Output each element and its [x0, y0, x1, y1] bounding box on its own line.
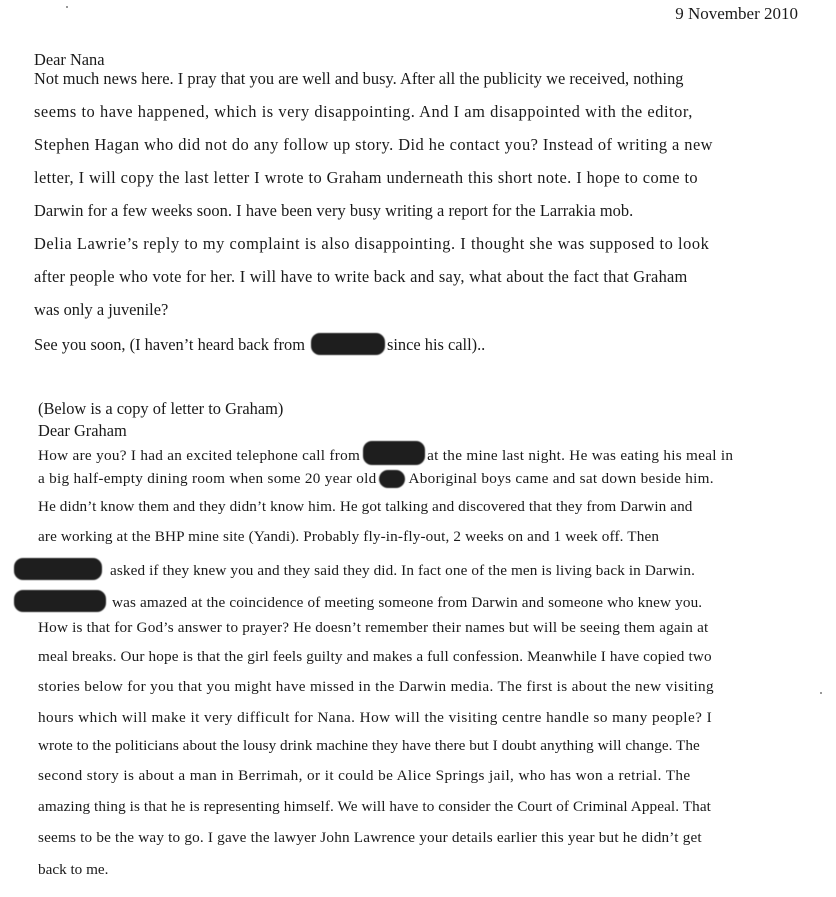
scan-speck [820, 692, 822, 694]
note-line: after people who vote for her. I will have to write back and say, what about the fact that Graham [34, 267, 688, 286]
letter-text: a big half-empty dining room when some 20 year old [38, 470, 377, 487]
redaction-mark [363, 441, 425, 465]
scan-speck [66, 6, 68, 8]
letter-line: second story is about a man in Berrimah, or it could be Alice Springs jail, who has won a retrial. The [38, 767, 691, 784]
redaction-mark [14, 558, 102, 580]
letter-line [14, 590, 702, 612]
letter-text: How are you? I had an excited telephone call from [38, 447, 361, 464]
letter-date: 9 November 2010 [675, 4, 798, 23]
copy-heading: (Below is a copy of letter to Graham) [38, 399, 284, 418]
letter-line [38, 470, 714, 488]
redaction-mark [379, 470, 405, 488]
letter-text: Aboriginal boys came and sat down beside him. [408, 470, 714, 487]
letter-line: wrote to the politicians about the lousy drink machine they have there but I doubt anything will change. The [38, 737, 700, 754]
letter-line: seems to be the way to go. I gave the lawyer John Lawrence your details earlier this year but he didn’t get [38, 829, 702, 846]
letter-line: are working at the BHP mine site (Yandi). Probably fly-in-fly-out, 2 weeks on and 1 week off. Then [38, 528, 660, 545]
see-you-text-end: since his call).. [386, 335, 486, 354]
letter-line [14, 558, 695, 580]
letter-line: How is that for God’s answer to prayer? He doesn’t remember their names but will be seeing them again at [38, 619, 709, 636]
letter-text: at the mine last night. He was eating his meal in [427, 447, 734, 464]
letter-salutation: Dear Graham [38, 421, 127, 440]
redaction-mark [311, 333, 385, 355]
letter-text: asked if they knew you and they said they did. In fact one of the men is living back in Darwin. [110, 562, 696, 579]
note-line: Darwin for a few weeks soon. I have been very busy writing a report for the Larrakia mob. [34, 201, 634, 220]
note-line: Delia Lawrie’s reply to my complaint is also disappointing. I thought she was supposed to look [34, 234, 710, 253]
letter-line: hours which will make it very difficult for Nana. How will the visiting centre handle so many people? I [38, 709, 713, 726]
letter-line: He didn’t know them and they didn’t know him. He got talking and discovered that they from Darwin and [38, 498, 693, 515]
note-line: Stephen Hagan who did not do any follow up story. Did he contact you? Instead of writing a new [34, 135, 713, 154]
note-salutation: Dear Nana [34, 50, 105, 69]
letter-line: back to me. [38, 861, 109, 878]
letter-line: stories below for you that you might have missed in the Darwin media. The first is about the new visiting [38, 678, 714, 695]
redaction-mark [14, 590, 106, 612]
note-line: was only a juvenile? [34, 300, 169, 319]
see-you-line [34, 333, 485, 355]
letter-text: was amazed at the coincidence of meeting someone from Darwin and someone who knew you. [112, 594, 703, 611]
letter-line [38, 441, 733, 465]
note-line: seems to have happened, which is very disappointing. And I am disappointed with the editor, [34, 102, 693, 121]
see-you-text: See you soon, (I haven’t heard back from [34, 335, 305, 354]
letter-line: meal breaks. Our hope is that the girl feels guilty and makes a full confession. Meanwhile I have copied two [38, 648, 712, 665]
note-line: Not much news here. I pray that you are well and busy. After all the publicity we received, nothing [34, 69, 684, 88]
letter-line: amazing thing is that he is representing himself. We will have to consider the Court of Criminal Appeal. That [38, 798, 711, 815]
note-line: letter, I will copy the last letter I wrote to Graham underneath this short note. I hope to come to [34, 168, 699, 187]
